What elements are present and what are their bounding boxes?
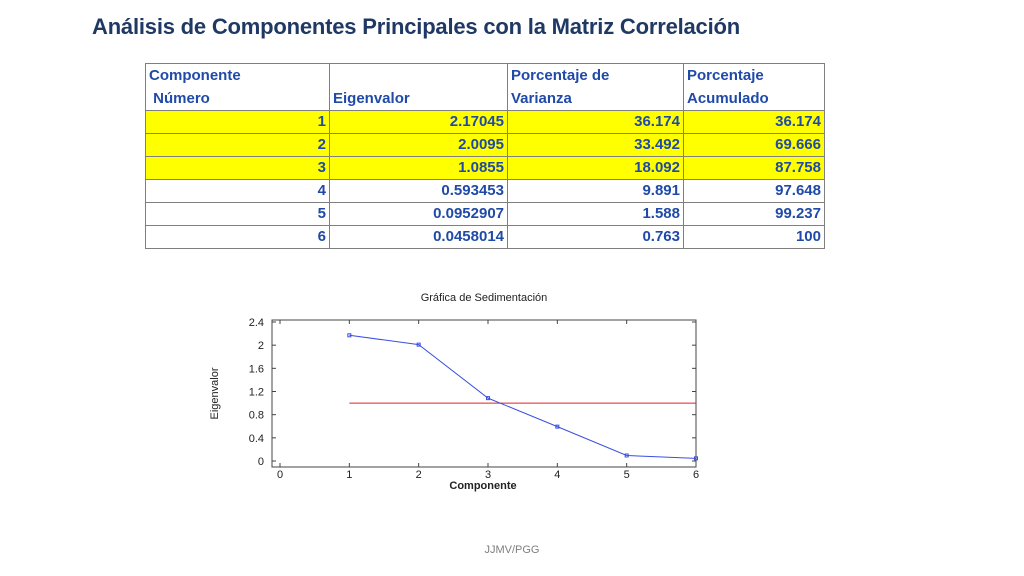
- header-acumulado: [684, 64, 825, 111]
- eigenvalue-table: [145, 63, 825, 249]
- header-label: Varianza: [511, 90, 572, 107]
- footer-credit: JJMV/PGG: [484, 544, 540, 556]
- header-label: Eigenvalor: [333, 90, 410, 107]
- x-tick-label: 4: [554, 469, 561, 481]
- header-componente: [146, 64, 330, 111]
- header-varianza: [508, 64, 684, 111]
- x-tick-label: 3: [484, 469, 492, 481]
- x-tick-label: 6: [692, 469, 700, 481]
- x-tick-label: 1: [346, 469, 353, 481]
- y-tick-label: 0.4: [248, 432, 264, 445]
- cell-eigenvalor: 0.593453: [330, 180, 508, 203]
- cell-acumulado: 100: [684, 226, 825, 249]
- table-header-row: [146, 64, 825, 111]
- table-row: [146, 111, 825, 134]
- cell-numero: 4: [146, 180, 330, 203]
- scree-plot-svg: [200, 284, 720, 499]
- cell-varianza: 1.588: [508, 203, 684, 226]
- y-tick-label: 2.4: [248, 317, 264, 329]
- cell-eigenvalor: 2.0095: [330, 134, 508, 157]
- y-tick-label: 0.8: [248, 409, 264, 422]
- cell-eigenvalor: 2.17045: [330, 111, 508, 134]
- table-row: [146, 203, 825, 226]
- cell-varianza: 9.891: [508, 180, 684, 203]
- cell-eigenvalor: 1.0855: [330, 157, 508, 180]
- chart-title: Gráfica de Sedimentación: [420, 292, 548, 304]
- cell-acumulado: 69.666: [684, 134, 825, 157]
- x-tick-label: 0: [276, 469, 284, 481]
- cell-numero: 3: [146, 157, 330, 180]
- header-eigenvalor: [330, 64, 508, 111]
- header-label: Componente: [149, 67, 241, 84]
- table-row: [146, 180, 825, 203]
- cell-varianza: 33.492: [508, 134, 684, 157]
- page-title: Análisis de Componentes Principales con la Matriz Correlación: [92, 14, 740, 39]
- cell-acumulado: 99.237: [684, 203, 825, 226]
- table-row: [146, 226, 825, 249]
- table-row: [146, 134, 825, 157]
- cell-varianza: 36.174: [508, 111, 684, 134]
- y-tick-label: 2: [257, 340, 264, 353]
- header-label: Número: [149, 90, 210, 107]
- y-tick-label: 1.6: [248, 363, 264, 376]
- x-tick-label: 2: [415, 469, 422, 481]
- cell-varianza: 18.092: [508, 157, 684, 180]
- x-tick-label: 5: [623, 469, 630, 481]
- x-axis-label: Componente: [449, 480, 517, 492]
- cell-eigenvalor: 0.0952907: [330, 203, 508, 226]
- cell-eigenvalor: 0.0458014: [330, 226, 508, 249]
- scree-plot: [200, 284, 720, 499]
- cell-acumulado: 97.648: [684, 180, 825, 203]
- cell-acumulado: 87.758: [684, 157, 825, 180]
- header-label: Porcentaje de: [511, 67, 610, 84]
- cell-numero: 1: [146, 111, 330, 134]
- y-tick-label: 0: [257, 456, 264, 468]
- cell-acumulado: 36.174: [684, 111, 825, 134]
- cell-numero: 2: [146, 134, 330, 157]
- cell-varianza: 0.763: [508, 226, 684, 249]
- table-row: [146, 157, 825, 180]
- header-label: Acumulado: [687, 90, 769, 107]
- y-tick-label: 1.2: [248, 386, 264, 399]
- plot-frame: [272, 320, 696, 467]
- header-label: Porcentaje: [687, 67, 764, 84]
- cell-numero: 6: [146, 226, 330, 249]
- cell-numero: 5: [146, 203, 330, 226]
- y-axis-label: Eigenvalor: [209, 367, 221, 420]
